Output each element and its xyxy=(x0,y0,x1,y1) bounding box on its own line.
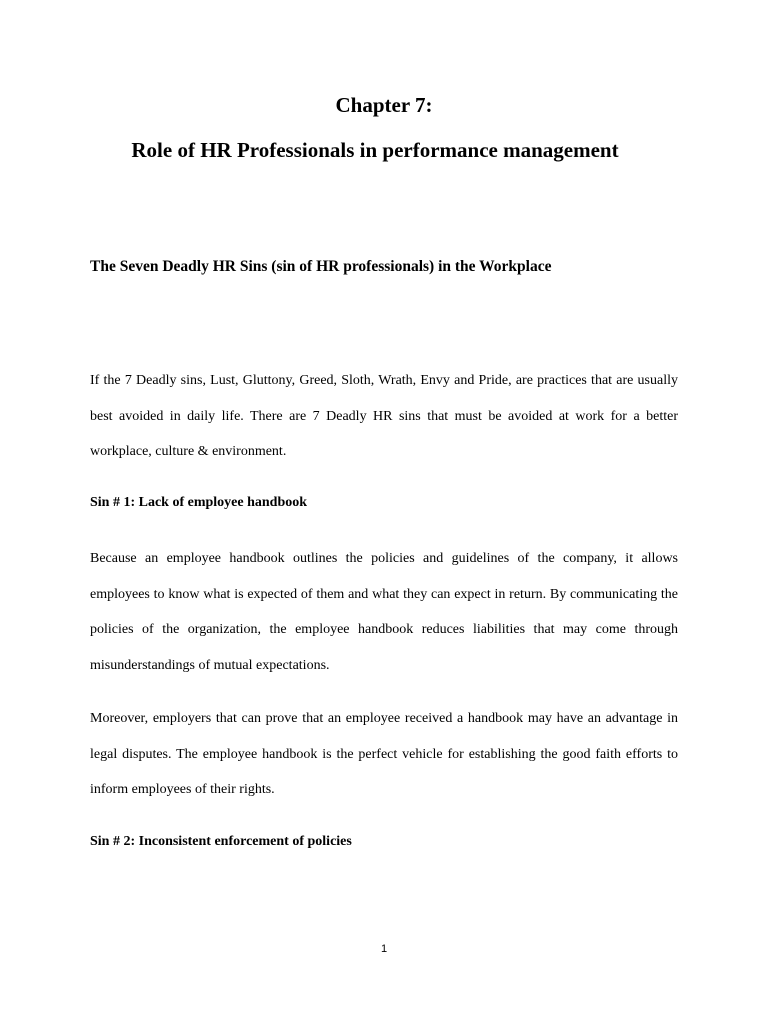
sin-1-paragraph-1: Because an employee handbook outlines the policies and guidelines of the company, it allows employees to know what is expected of them and what they can expect in return. By communicating the policies of the organization, the employee handbook reduces liabilities that may come through misunderstandings of mutual expectations. xyxy=(90,551,678,673)
sin-1-heading: Sin # 1: Lack of employee handbook xyxy=(90,495,308,510)
sin-1-paragraph-2: Moreover, employers that can prove that an employee received a handbook may have an advantage in legal disputes. The employee handbook is the perfect vehicle for establishing the good faith efforts to inform employees of their rights. xyxy=(90,711,678,797)
intro-paragraph: If the 7 Deadly sins, Lust, Gluttony, Greed, Sloth, Wrath, Envy and Pride, are practices that are usually best avoided in daily life. There are 7 Deadly HR sins that must be avoided at work for a better workplace, culture & environment. xyxy=(90,373,678,459)
chapter-number: Chapter 7: xyxy=(335,93,433,117)
section-heading: The Seven Deadly HR Sins (sin of HR professionals) in the Workplace xyxy=(90,258,552,275)
sin-2-heading: Sin # 2: Inconsistent enforcement of policies xyxy=(90,834,352,849)
page-number: 1 xyxy=(380,943,388,955)
chapter-title: Role of HR Professionals in performance management xyxy=(131,138,619,162)
